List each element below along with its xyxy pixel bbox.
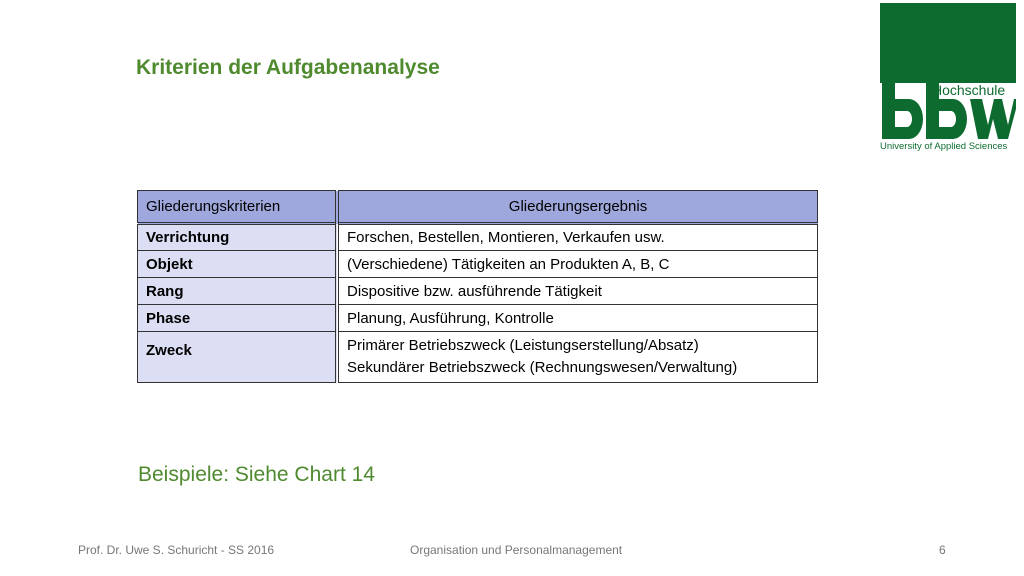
criterion-cell: Rang <box>138 278 338 305</box>
criteria-table <box>137 190 818 383</box>
result-cell: (Verschiedene) Tätigkeiten an Produkten A, B, C <box>337 251 818 278</box>
footer-course: Organisation und Personalmanagement <box>410 543 623 557</box>
table-header-row <box>138 191 818 224</box>
footer-author: Prof. Dr. Uwe S. Schuricht - SS 2016 <box>78 543 275 557</box>
table-row <box>138 224 818 251</box>
result-cell: Dispositive bzw. ausführende Tätigkeit <box>337 278 818 305</box>
examples-note: Beispiele: Siehe Chart 14 <box>138 463 375 486</box>
table-row <box>138 251 818 278</box>
criterion-cell: Phase <box>138 305 338 332</box>
criterion-cell: Zweck <box>138 332 338 383</box>
result-cell: Planung, Ausführung, Kontrolle <box>337 305 818 332</box>
logo-hochschule-text: Hochschule <box>932 82 1006 98</box>
result-line-secondary: Sekundärer Betriebszweck (Rechnungswesen/Verwaltung) <box>347 359 738 376</box>
footer-page-number: 6 <box>939 543 946 557</box>
header-gliederungskriterien: Gliederungskriterien <box>138 191 338 224</box>
table-row <box>138 305 818 332</box>
result-cell <box>337 332 818 383</box>
logo-green-box <box>880 3 1016 83</box>
table-row <box>138 332 818 383</box>
result-cell: Forschen, Bestellen, Montieren, Verkaufen usw. <box>337 224 818 251</box>
logo-university-text: University of Applied Sciences <box>880 141 1008 152</box>
criterion-cell: Objekt <box>138 251 338 278</box>
slide-title: Kriterien der Aufgabenanalyse <box>136 56 440 79</box>
header-gliederungsergebnis: Gliederungsergebnis <box>337 191 818 224</box>
table-row <box>138 278 818 305</box>
result-line-primary: Primärer Betriebszweck (Leistungserstellung/Absatz) <box>347 337 699 354</box>
criterion-cell: Verrichtung <box>138 224 338 251</box>
university-logo <box>880 3 1016 155</box>
